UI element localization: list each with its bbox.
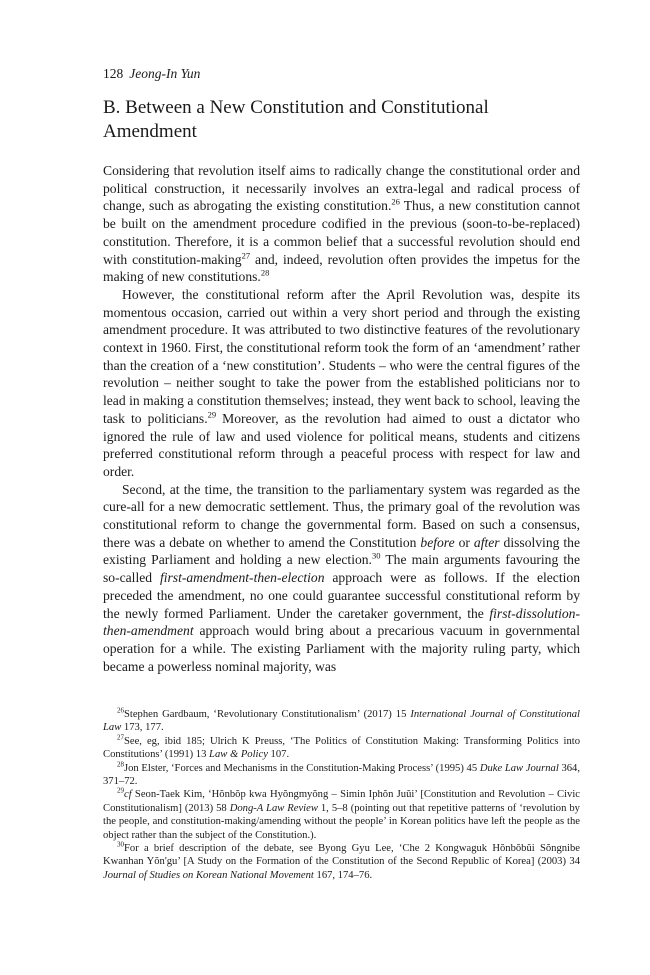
- italic-text: International Journal of Constitutional Law: [103, 709, 580, 734]
- italic-text: first-dissolution-then-amendment: [103, 605, 580, 639]
- page-content: [103, 66, 580, 675]
- author-name: Jeong-In Yun: [129, 66, 201, 81]
- italic-text: Law & Policy: [209, 749, 268, 761]
- note-reference: 30: [117, 840, 124, 849]
- note-reference: 26: [391, 196, 400, 207]
- body-paragraph: Second, at the time, the transition to the parliamentary system was regarded as the cure-all for a new democratic settlement. Thus, the primary goal of the revolution was constitutional reform to change the governmental form. Based on such a consensus, there was a debate on whether to amend the Constitution before or after dissolving the existing Parliament and holding a new election.$^{30}$ The main arguments favouring the so-called first-amendment-then-election approach were as follows. If the election preceded the amendment, no one could guarantee successful constitutional reform by the newly formed Parliament. Under the caretaker government, the first-dissolution-then-amendment approach would bring about a precarious vacuum in governmental operation for a while. The existing Parliament with the majority ruling party, which became a powerless nominal majority, was: [103, 481, 581, 674]
- footnote: $^{30}$For a brief description of the debate, see Byong Gyu Lee, ‘Che 2 Kongwaguk Hŏnbŏbŭi Sŏngnibe Kwanhan Yŏn'gu’ [A Study on the Formation of the Constitution of the Second Republic of Korea] (2003) 34 Journal of Studies on Korean National Movement 167, 174–76.: [103, 840, 580, 881]
- note-reference: 30: [371, 550, 381, 561]
- page-number: 128: [103, 66, 124, 81]
- note-reference: 29: [207, 409, 217, 420]
- italic-text: Duke Law Journal: [479, 762, 559, 774]
- note-reference: 26: [117, 706, 124, 715]
- body-paragraph: However, the constitutional reform after the April Revolution was, despite its momentous occasion, carried out within a very short period and through the existing amendment procedure. It was attributed to two distinctive features of the revolutionary context in 1960. First, the constitutional reform took the form of an ‘amendment’ rather than the creation of a ‘new constitution’. Students – who were the central figures of the revolution – neither sought to take the power from the established politicians nor to lead in making a constitution themselves; instead, they went back to school, leaving the task to politicians.$^{29}$ Moreover, as the revolution had aimed to oust a dictator who ignored the rule of law and used violence for political means, students and citizens preferred constitutional reform through a peaceful process with respect for law and order.: [103, 286, 580, 479]
- footnote: $^{26}$Stephen Gardbaum, ‘Revolutionary Constitutionalism’ (2017) 15 International Journal of Constitutional Law 173, 177.: [103, 706, 580, 734]
- italic-text: cf: [124, 789, 132, 801]
- footnote: $^{27}$See, eg, ibid 185; Ulrich K Preuss, ‘The Politics of Constitution Making: Transforming Politics into Constitutions’ (1991) 13 Law & Policy 107.: [103, 733, 580, 761]
- body-text: [103, 162, 580, 675]
- note-reference: 28: [117, 760, 124, 769]
- footnote: $^{29}$cf Seon-Taek Kim, ‘Hŏnbŏp kwa Hyŏngmyŏng – Simin Iphŏn Juŭi’ [Constitution and Revolution – Civic Constitutionalism] (2013) 58 Dong-A Law Review 1, 5–8 (pointing out that repetitive patterns of ‘revolution by the people, and constitution-making/amending without the people’ in Korean politics have left the people as the object rather than the subject of the Constitution.).: [103, 786, 580, 841]
- italic-text: after: [473, 534, 500, 550]
- running-header: [103, 66, 580, 82]
- italic-text: Journal of Studies on Korean National Movement: [103, 869, 314, 881]
- section-title: B. Between a New Constitution and Constitutional Amendment: [103, 97, 489, 142]
- footnote: $^{28}$Jon Elster, ‘Forces and Mechanisms in the Constitution-Making Process’ (1995) 45 Duke Law Journal 364, 371–72.: [103, 760, 580, 788]
- italic-text: before: [420, 534, 455, 550]
- italic-text: Dong-A Law Review: [229, 802, 318, 814]
- note-reference: 27: [117, 733, 124, 742]
- note-reference: 27: [241, 249, 251, 260]
- note-reference: 28: [260, 267, 270, 278]
- footnotes: [103, 708, 580, 882]
- body-paragraph: Considering that revolution itself aims to radically change the constitutional order and political construction, it necessarily involves an extra-legal and radical process of change, such as abrogating the existing constitution.$^{26}$ Thus, a new constitution cannot be built on the amendment procedure codified in the previous (soon-to-be-replaced) constitution. Therefore, it is a common belief that a successful revolution should end with constitution-making$^{27}$ and, indeed, revolution often provides the impetus for the making of new constitutions.$^{28}$: [103, 163, 580, 285]
- note-reference: 29: [117, 786, 124, 795]
- italic-text: first-amendment-then-election: [159, 570, 325, 586]
